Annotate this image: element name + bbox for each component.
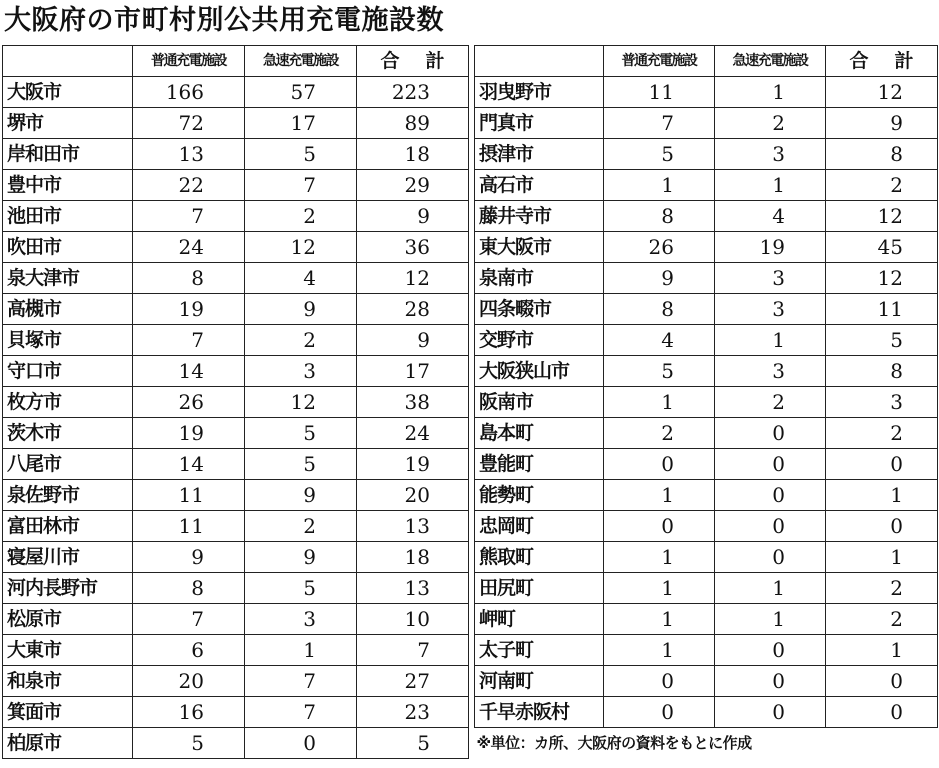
total-count: 2 [826,573,938,604]
note-row [475,728,938,759]
fast-count: 1 [715,170,826,201]
normal-count: 26 [604,232,715,263]
municipality-name: 東大阪市 [475,232,604,263]
table-row [3,418,469,449]
normal-count: 14 [133,356,245,387]
left-header-normal: 普通充電施設 [133,46,245,77]
normal-count: 2 [604,418,715,449]
table-row [475,449,938,480]
left-table [2,45,469,759]
normal-count: 1 [604,170,715,201]
table-row [475,573,938,604]
total-count: 29 [357,170,469,201]
page-title: 大阪府の市町村別公共用充電施設数 [4,5,444,36]
table-row [475,170,938,201]
fast-count: 2 [715,387,826,418]
normal-count: 1 [604,542,715,573]
table-row [475,635,938,666]
right-header-normal: 普通充電施設 [604,46,715,77]
fast-count: 1 [715,604,826,635]
municipality-name: 太子町 [475,635,604,666]
total-count: 13 [357,511,469,542]
total-count: 17 [357,356,469,387]
fast-count: 7 [245,170,357,201]
fast-count: 0 [715,666,826,697]
municipality-name: 箕面市 [3,697,133,728]
table-row [3,201,469,232]
normal-count: 1 [604,635,715,666]
table-row [3,542,469,573]
fast-count: 3 [715,294,826,325]
total-count: 36 [357,232,469,263]
table-row [3,108,469,139]
table-row [3,480,469,511]
fast-count: 0 [715,542,826,573]
normal-count: 11 [133,511,245,542]
total-count: 2 [826,604,938,635]
fast-count: 12 [245,232,357,263]
total-count: 19 [357,449,469,480]
total-count: 9 [357,325,469,356]
municipality-name: 寝屋川市 [3,542,133,573]
municipality-name: 池田市 [3,201,133,232]
fast-count: 3 [715,139,826,170]
total-count: 12 [357,263,469,294]
table-row [475,263,938,294]
normal-count: 166 [133,77,245,108]
municipality-name: 和泉市 [3,666,133,697]
total-count: 223 [357,77,469,108]
total-count: 0 [826,511,938,542]
municipality-name: 千早赤阪村 [475,697,604,728]
left-header-total-b: 計 [425,50,445,72]
fast-count: 2 [245,511,357,542]
table-row [3,635,469,666]
fast-count: 0 [245,728,357,759]
municipality-name: 富田林市 [3,511,133,542]
normal-count: 5 [604,356,715,387]
municipality-name: 岬町 [475,604,604,635]
fast-count: 0 [715,418,826,449]
fast-count: 7 [245,666,357,697]
normal-count: 13 [133,139,245,170]
municipality-name: 守口市 [3,356,133,387]
municipality-name: 貝塚市 [3,325,133,356]
total-count: 5 [357,728,469,759]
table-row [475,480,938,511]
fast-count: 57 [245,77,357,108]
fast-count: 0 [715,635,826,666]
municipality-name: 熊取町 [475,542,604,573]
municipality-name: 泉南市 [475,263,604,294]
normal-count: 19 [133,294,245,325]
normal-count: 7 [133,604,245,635]
right-table [474,45,938,758]
table-row [3,511,469,542]
fast-count: 19 [715,232,826,263]
total-count: 12 [826,77,938,108]
total-count: 45 [826,232,938,263]
normal-count: 14 [133,449,245,480]
right-table-body [475,77,938,728]
normal-count: 8 [133,573,245,604]
total-count: 9 [826,108,938,139]
table-row [475,697,938,728]
table-row [475,108,938,139]
normal-count: 4 [604,325,715,356]
total-count: 13 [357,573,469,604]
total-count: 2 [826,170,938,201]
fast-count: 7 [245,697,357,728]
right-header-total-a: 合 [849,50,869,72]
table-row [3,77,469,108]
fast-count: 9 [245,542,357,573]
total-count: 89 [357,108,469,139]
total-count: 27 [357,666,469,697]
table-row [3,666,469,697]
municipality-name: 豊中市 [3,170,133,201]
total-count: 11 [826,294,938,325]
total-count: 23 [357,697,469,728]
table-row [475,139,938,170]
source-note: ※単位：カ所、大阪府の資料をもとに作成 [475,728,938,759]
left-header-row [3,46,469,77]
fast-count: 5 [245,573,357,604]
table-row [475,356,938,387]
fast-count: 2 [245,325,357,356]
total-count: 9 [357,201,469,232]
normal-count: 16 [133,697,245,728]
fast-count: 4 [245,263,357,294]
municipality-name: 摂津市 [475,139,604,170]
fast-count: 1 [715,573,826,604]
total-count: 1 [826,480,938,511]
fast-count: 12 [245,387,357,418]
municipality-name: 豊能町 [475,449,604,480]
total-count: 38 [357,387,469,418]
table-row [475,666,938,697]
total-count: 24 [357,418,469,449]
normal-count: 7 [604,108,715,139]
normal-count: 9 [604,263,715,294]
normal-count: 0 [604,511,715,542]
municipality-name: 門真市 [475,108,604,139]
table-row [3,449,469,480]
municipality-name: 堺市 [3,108,133,139]
municipality-name: 島本町 [475,418,604,449]
normal-count: 22 [133,170,245,201]
table-row [3,170,469,201]
municipality-name: 阪南市 [475,387,604,418]
total-count: 0 [826,697,938,728]
left-header-total-a: 合 [380,50,400,72]
municipality-name: 吹田市 [3,232,133,263]
normal-count: 1 [604,573,715,604]
fast-count: 1 [715,325,826,356]
normal-count: 6 [133,635,245,666]
normal-count: 19 [133,418,245,449]
table-row [475,232,938,263]
table-row [3,356,469,387]
table-row [3,604,469,635]
normal-count: 1 [604,480,715,511]
municipality-name: 大阪市 [3,77,133,108]
total-count: 18 [357,139,469,170]
fast-count: 17 [245,108,357,139]
table-row [3,697,469,728]
municipality-name: 岸和田市 [3,139,133,170]
fast-count: 0 [715,697,826,728]
total-count: 20 [357,480,469,511]
municipality-name: 泉大津市 [3,263,133,294]
normal-count: 8 [604,201,715,232]
normal-count: 0 [604,697,715,728]
total-count: 1 [826,542,938,573]
table-row [3,387,469,418]
municipality-name: 松原市 [3,604,133,635]
fast-count: 5 [245,449,357,480]
total-count: 3 [826,387,938,418]
fast-count: 3 [715,263,826,294]
right-header-name [475,46,604,77]
fast-count: 2 [245,201,357,232]
municipality-name: 大阪狭山市 [475,356,604,387]
total-count: 2 [826,418,938,449]
municipality-name: 柏原市 [3,728,133,759]
table-row [3,139,469,170]
left-header-name [3,46,133,77]
municipality-name: 交野市 [475,325,604,356]
table-row [3,294,469,325]
right-header-total-b: 計 [894,50,914,72]
total-count: 0 [826,449,938,480]
fast-count: 0 [715,480,826,511]
total-count: 1 [826,635,938,666]
total-count: 8 [826,139,938,170]
right-header-fast: 急速充電施設 [715,46,826,77]
table-row [3,232,469,263]
total-count: 0 [826,666,938,697]
municipality-name: 高槻市 [3,294,133,325]
fast-count: 1 [715,77,826,108]
table-row [3,573,469,604]
table-row [475,77,938,108]
municipality-name: 泉佐野市 [3,480,133,511]
fast-count: 0 [715,511,826,542]
normal-count: 72 [133,108,245,139]
municipality-name: 羽曳野市 [475,77,604,108]
fast-count: 5 [245,418,357,449]
normal-count: 11 [604,77,715,108]
right-header-row [475,46,938,77]
normal-count: 11 [133,480,245,511]
fast-count: 0 [715,449,826,480]
fast-count: 9 [245,480,357,511]
table-row [475,511,938,542]
fast-count: 4 [715,201,826,232]
municipality-name: 茨木市 [3,418,133,449]
municipality-name: 藤井寺市 [475,201,604,232]
table-row [475,418,938,449]
normal-count: 0 [604,666,715,697]
total-count: 12 [826,263,938,294]
fast-count: 5 [245,139,357,170]
normal-count: 7 [133,325,245,356]
right-header-total [826,46,938,77]
municipality-name: 能勢町 [475,480,604,511]
table-row [475,294,938,325]
fast-count: 3 [245,604,357,635]
normal-count: 7 [133,201,245,232]
total-count: 28 [357,294,469,325]
municipality-name: 河南町 [475,666,604,697]
fast-count: 3 [245,356,357,387]
municipality-name: 八尾市 [3,449,133,480]
municipality-name: 枚方市 [3,387,133,418]
total-count: 18 [357,542,469,573]
normal-count: 26 [133,387,245,418]
municipality-name: 高石市 [475,170,604,201]
table-row [475,201,938,232]
municipality-name: 大東市 [3,635,133,666]
municipality-name: 忠岡町 [475,511,604,542]
table-row [3,325,469,356]
left-header-total [357,46,469,77]
municipality-name: 田尻町 [475,573,604,604]
left-header-fast: 急速充電施設 [245,46,357,77]
normal-count: 24 [133,232,245,263]
table-row [3,263,469,294]
normal-count: 1 [604,604,715,635]
table-row [475,387,938,418]
normal-count: 0 [604,449,715,480]
total-count: 7 [357,635,469,666]
normal-count: 5 [133,728,245,759]
table-row [475,542,938,573]
normal-count: 20 [133,666,245,697]
municipality-name: 河内長野市 [3,573,133,604]
table-row [475,604,938,635]
fast-count: 3 [715,356,826,387]
fast-count: 9 [245,294,357,325]
total-count: 8 [826,356,938,387]
municipality-name: 四条畷市 [475,294,604,325]
fast-count: 2 [715,108,826,139]
left-table-body [3,77,469,759]
total-count: 10 [357,604,469,635]
fast-count: 1 [245,635,357,666]
normal-count: 9 [133,542,245,573]
normal-count: 5 [604,139,715,170]
total-count: 12 [826,201,938,232]
normal-count: 1 [604,387,715,418]
table-row [3,728,469,759]
total-count: 5 [826,325,938,356]
table-row [475,325,938,356]
normal-count: 8 [604,294,715,325]
normal-count: 8 [133,263,245,294]
